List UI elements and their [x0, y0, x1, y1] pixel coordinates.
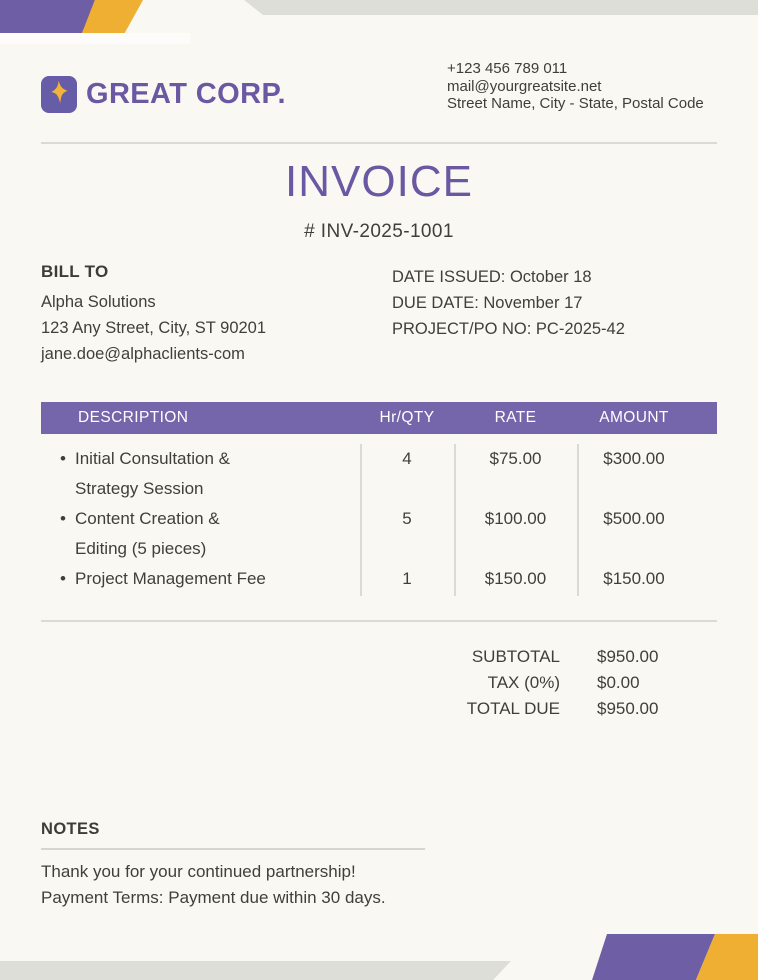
cell-description: • Project Management Fee	[41, 564, 360, 594]
brand-block	[41, 76, 286, 113]
cell-qty: 4	[402, 449, 412, 468]
column-header-amount: AMOUNT	[599, 409, 669, 426]
cell-rate: $150.00	[484, 569, 547, 588]
line-items-section	[41, 402, 717, 722]
bullet-icon: •	[60, 509, 66, 528]
cell-amount: $300.00	[603, 449, 665, 468]
contact-email: mail@yourgreatsite.net	[447, 77, 602, 95]
cell-description: • Initial Consultation & Strategy Session	[41, 444, 360, 504]
project-po-number: PROJECT/PO NO: PC-2025-42	[392, 320, 625, 338]
table-row	[41, 444, 717, 504]
notes-line: Payment Terms: Payment due within 30 days.	[41, 887, 386, 907]
bill-to-name: Alpha Solutions	[41, 293, 156, 311]
totals-block	[41, 644, 717, 722]
four-point-star-icon	[46, 79, 73, 111]
total-due-row	[41, 696, 717, 722]
page-title: INVOICE	[285, 157, 473, 206]
column-header-description: DESCRIPTION	[78, 409, 189, 426]
corner-shape-top-right-gray	[244, 0, 758, 15]
totals-divider	[41, 620, 717, 622]
cell-qty: 1	[402, 569, 412, 588]
table-body	[41, 434, 717, 602]
subtotal-row	[41, 644, 717, 670]
tax-label: TAX (0%)	[487, 673, 560, 692]
total-due-value: $950.00	[597, 699, 659, 718]
invoice-number: # INV-2025-1001	[304, 221, 454, 242]
notes-body	[41, 859, 425, 911]
corner-shape-top-left-purple	[0, 0, 97, 33]
notes-divider	[41, 848, 425, 850]
bill-to-block	[41, 262, 266, 367]
corner-shape-bottom-right-purple	[592, 934, 715, 980]
due-date: DUE DATE: November 17	[392, 294, 583, 312]
table-row	[41, 504, 717, 564]
company-logo	[41, 76, 77, 113]
bill-to-label: BILL TO	[41, 262, 109, 281]
column-divider	[454, 444, 456, 596]
notes-label: NOTES	[41, 820, 100, 838]
tax-value: $0.00	[597, 673, 640, 692]
column-header-rate: RATE	[494, 409, 537, 426]
column-divider	[360, 444, 362, 596]
cell-rate: $100.00	[484, 509, 547, 528]
table-row	[41, 564, 717, 594]
column-divider	[577, 444, 579, 596]
top-white-strip	[0, 33, 190, 44]
cell-rate: $75.00	[489, 449, 542, 468]
table-header-row	[41, 402, 717, 434]
contact-block	[447, 60, 704, 113]
cell-amount: $150.00	[603, 569, 665, 588]
date-issued: DATE ISSUED: October 18	[392, 268, 592, 286]
corner-shape-bottom-left-gray	[0, 961, 511, 980]
contact-phone: +123 456 789 011	[447, 60, 568, 77]
subtotal-value: $950.00	[597, 647, 659, 666]
header-divider	[41, 142, 717, 144]
total-due-label: TOTAL DUE	[466, 699, 560, 718]
invoice-meta-block	[392, 264, 625, 342]
subtotal-label: SUBTOTAL	[471, 647, 560, 666]
cell-amount: $500.00	[603, 509, 665, 528]
company-name: GREAT CORP.	[86, 78, 286, 110]
bullet-icon: •	[60, 449, 66, 468]
cell-qty: 5	[402, 509, 412, 528]
notes-section	[41, 820, 425, 911]
column-header-qty: Hr/QTY	[379, 409, 435, 426]
bill-to-email: jane.doe@alphaclients-com	[41, 345, 245, 363]
notes-line: Thank you for your continued partnership!	[41, 861, 356, 881]
bullet-icon: •	[60, 569, 66, 588]
cell-description: • Content Creation & Editing (5 pieces)	[41, 504, 360, 564]
bill-to-address: 123 Any Street, City, ST 90201	[41, 319, 267, 337]
contact-address: Street Name, City - State, Postal Code	[447, 95, 704, 112]
tax-row	[41, 670, 717, 696]
